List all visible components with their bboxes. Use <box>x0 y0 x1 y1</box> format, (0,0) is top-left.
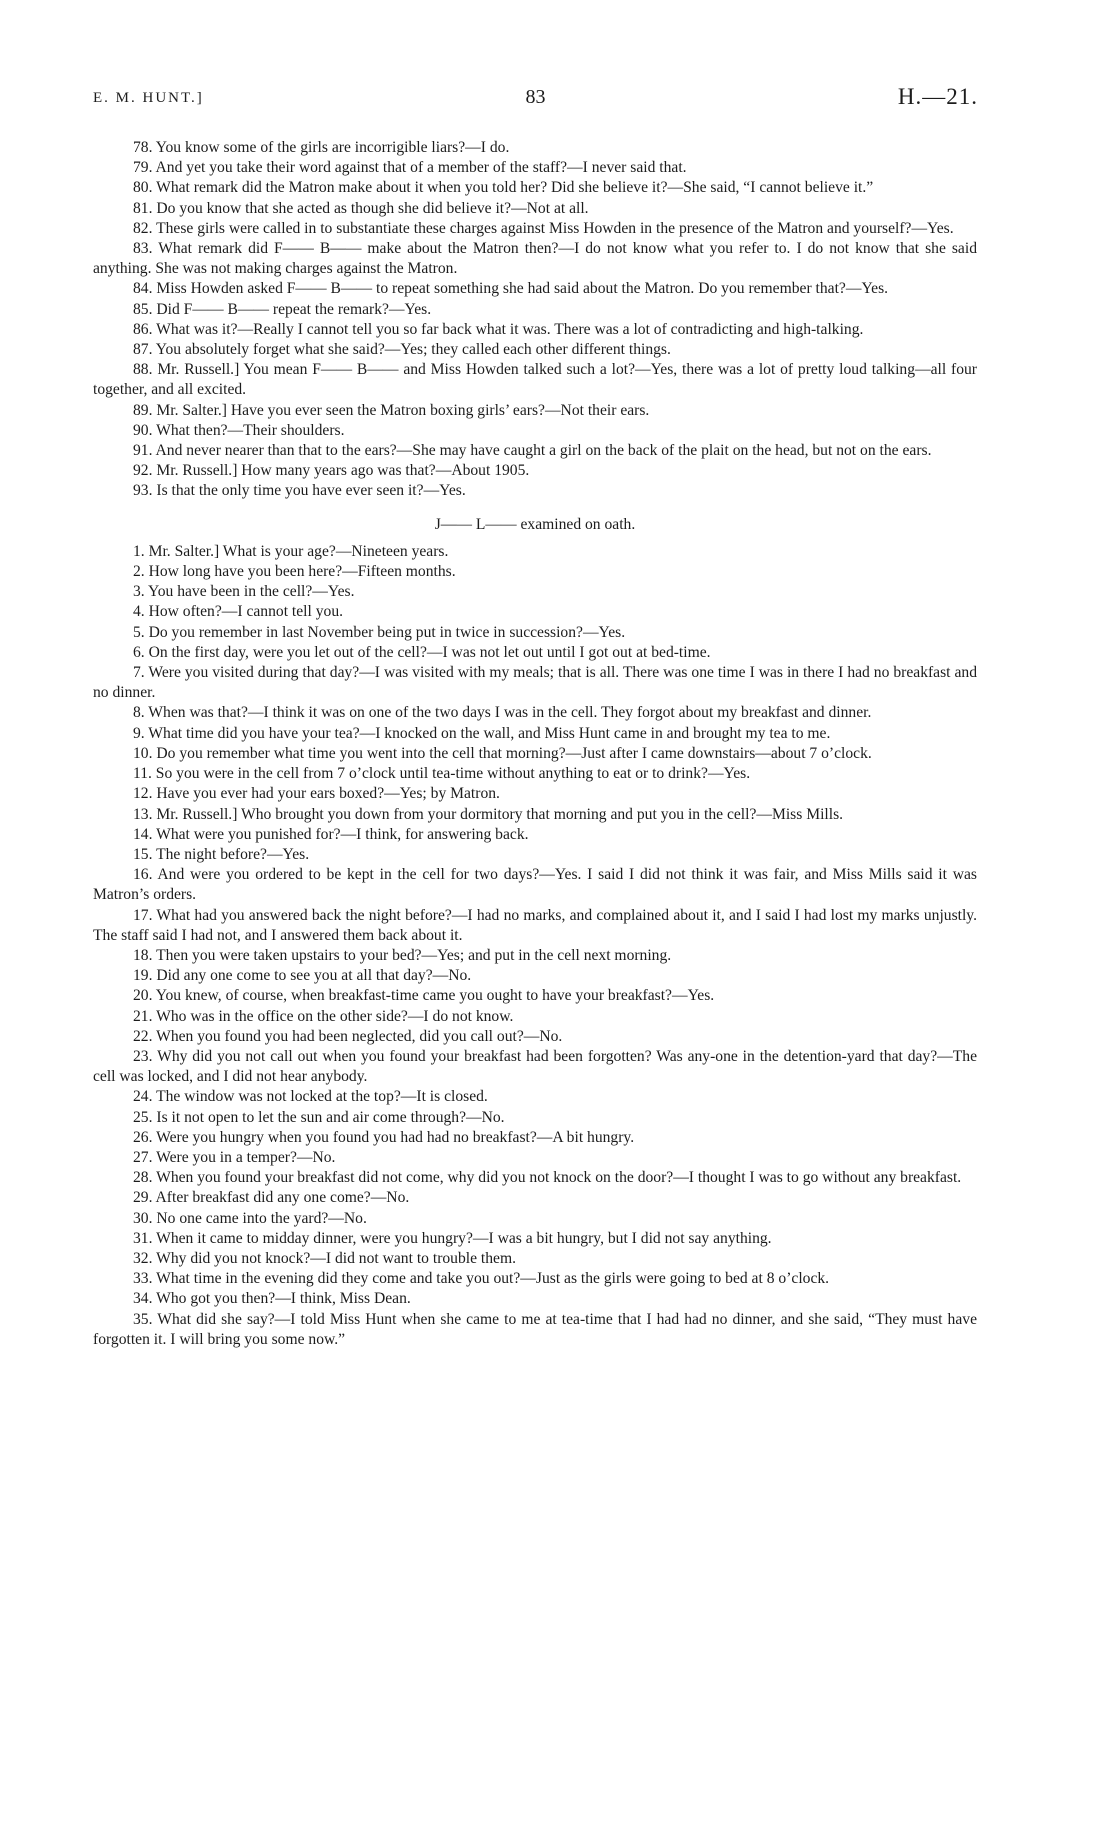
testimony-paragraph: 33. What time in the evening did they come and take you out?—Just as the girls were going to bed at 8 o’clock. <box>133 1270 830 1288</box>
testimony-paragraph: 4. How often?—I cannot tell you. <box>133 603 344 621</box>
testimony-paragraph: 8. When was that?—I think it was on one of the two days I was in the cell. They forgot about my breakfast and dinner. <box>133 704 872 722</box>
testimony-paragraph: 5. Do you remember in last November being put in twice in succession?—Yes. <box>133 623 626 641</box>
testimony-paragraph: 17. What had you answered back the night before?—I had no marks, and complained about it, and I said I had lost my marks unjustly. The staff said I had not, and I answered them back about it. <box>93 906 977 944</box>
testimony-paragraph: 34. Who got you then?—I think, Miss Dean. <box>133 1290 411 1308</box>
testimony-paragraph: 25. Is it not open to let the sun and air come through?—No. <box>133 1108 505 1126</box>
testimony-paragraph: 2. How long have you been here?—Fifteen months. <box>133 563 456 581</box>
page-number: 83 <box>525 86 546 108</box>
testimony-paragraph: 18. Then you were taken upstairs to your bed?—Yes; and put in the cell next morning. <box>133 946 672 964</box>
testimony-paragraph: 9. What time did you have your tea?—I knocked on the wall, and Miss Hunt came in and brought my tea to me. <box>133 724 831 742</box>
testimony-paragraph: 12. Have you ever had your ears boxed?—Yes; by Matron. <box>133 785 500 803</box>
testimony-paragraph: 91. And never nearer than that to the ears?—She may have caught a girl on the back of the plait on the head, but not on the ears. <box>133 442 932 460</box>
testimony-paragraph: 23. Why did you not call out when you found your breakfast had been forgotten? Was any-one in the detention-yard that day?—The cell was locked, and I did not hear anybody. <box>93 1047 977 1086</box>
document-reference: H.—21. <box>897 84 978 109</box>
testimony-paragraph: 31. When it came to midday dinner, were you hungry?—I was a bit hungry, but I did not say anything. <box>133 1229 772 1247</box>
document-body <box>93 138 977 1350</box>
testimony-paragraph: 24. The window was not locked at the top?—It is closed. <box>133 1088 488 1106</box>
testimony-paragraph: 13. Mr. Russell.] Who brought you down from your dormitory that morning and put you in the cell?—Miss Mills. <box>133 805 844 823</box>
testimony-section-1 <box>93 138 977 502</box>
witness-heading: J—— L—— examined on oath. <box>434 515 636 533</box>
testimony-paragraph: 86. What was it?—Really I cannot tell you so far back what it was. There was a lot of contradicting and high-talking. <box>133 320 864 338</box>
testimony-paragraph: 14. What were you punished for?—I think, for answering back. <box>133 825 529 843</box>
testimony-paragraph: 16. And were you ordered to be kept in the cell for two days?—Yes. I said I did not think it was fair, and Miss Mills said it was Matron’s orders. <box>93 866 977 904</box>
testimony-paragraph: 10. Do you remember what time you went into the cell that morning?—Just after I came downstairs—about 7 o’clock. <box>133 744 872 762</box>
testimony-paragraph: 85. Did F—— B—— repeat the remark?—Yes. <box>133 300 432 318</box>
testimony-paragraph: 3. You have been in the cell?—Yes. <box>133 583 355 601</box>
testimony-paragraph: 80. What remark did the Matron make about it when you told her? Did she believe it?—She said, “I cannot believe it.” <box>133 179 874 197</box>
testimony-paragraph: 84. Miss Howden asked F—— B—— to repeat something she had said about the Matron. Do you remember that?—Yes. <box>133 280 889 298</box>
testimony-paragraph: 15. The night before?—Yes. <box>133 845 310 863</box>
testimony-paragraph: 7. Were you visited during that day?—I was visited with my meals; that is all. There was one time I was in there I had no breakfast and no dinner. <box>93 664 977 702</box>
testimony-paragraph: 79. And yet you take their word against that of a member of the staff?—I never said that. <box>133 159 687 177</box>
testimony-paragraph: 90. What then?—Their shoulders. <box>133 421 345 439</box>
testimony-paragraph: 26. Were you hungry when you found you had had no breakfast?—A bit hungry. <box>133 1128 635 1146</box>
testimony-paragraph: 88. Mr. Russell.] You mean F—— B—— and Miss Howden talked such a lot?—Yes, there was a lot of pretty loud talking—all four together, and all excited. <box>93 361 977 399</box>
testimony-paragraph: 87. You absolutely forget what she said?—Yes; they called each other different things. <box>133 341 671 359</box>
testimony-paragraph: 78. You know some of the girls are incorrigible liars?—I do. <box>133 139 510 156</box>
testimony-paragraph: 30. No one came into the yard?—No. <box>133 1209 367 1227</box>
testimony-paragraph: 21. Who was in the office on the other side?—I do not know. <box>133 1007 514 1025</box>
testimony-paragraph: 35. What did she say?—I told Miss Hunt when she came to me at tea-time that I had had no dinner, and she said, “They must have forgotten it. I will bring you some now.” <box>93 1310 977 1348</box>
testimony-section-2 <box>93 542 977 1350</box>
testimony-paragraph: 29. After breakfast did any one come?—No. <box>133 1189 410 1207</box>
testimony-paragraph: 28. When you found your breakfast did not come, why did you not knock on the door?—I thought I was to go without any breakfast. <box>133 1169 962 1187</box>
header-witness-name: E. M. HUNT.] <box>93 90 204 106</box>
testimony-paragraph: 6. On the first day, were you let out of the cell?—I was not let out until I got out at bed-time. <box>133 643 711 661</box>
testimony-paragraph: 22. When you found you had been neglected, did you call out?—No. <box>133 1027 563 1045</box>
testimony-paragraph: 89. Mr. Salter.] Have you ever seen the Matron boxing girls’ ears?—Not their ears. <box>133 401 650 419</box>
page-header <box>93 86 978 116</box>
testimony-paragraph: 19. Did any one come to see you at all that day?—No. <box>133 967 472 985</box>
testimony-paragraph: 20. You knew, of course, when breakfast-time came you ought to have your breakfast?—Yes. <box>133 987 715 1005</box>
testimony-paragraph: 32. Why did you not knock?—I did not want to trouble them. <box>133 1249 517 1267</box>
testimony-paragraph: 82. These girls were called in to substantiate these charges against Miss Howden in the presence of the Matron and yourself?—Yes. <box>133 219 954 237</box>
testimony-paragraph: 11. So you were in the cell from 7 o’clock until tea-time without anything to eat or to drink?—Yes. <box>133 765 751 783</box>
testimony-paragraph: 1. Mr. Salter.] What is your age?—Nineteen years. <box>133 542 449 560</box>
testimony-paragraph: 81. Do you know that she acted as though she did believe it?—Not at all. <box>133 199 589 217</box>
testimony-paragraph: 92. Mr. Russell.] How many years ago was that?—About 1905. <box>133 462 530 480</box>
testimony-paragraph: 83. What remark did F—— B—— make about the Matron then?—I do not know what you refer to. I do not know that she said anything. She was not making charges against the Matron. <box>93 240 977 278</box>
testimony-paragraph: 27. Were you in a temper?—No. <box>133 1148 336 1166</box>
testimony-paragraph: 93. Is that the only time you have ever seen it?—Yes. <box>133 482 466 500</box>
